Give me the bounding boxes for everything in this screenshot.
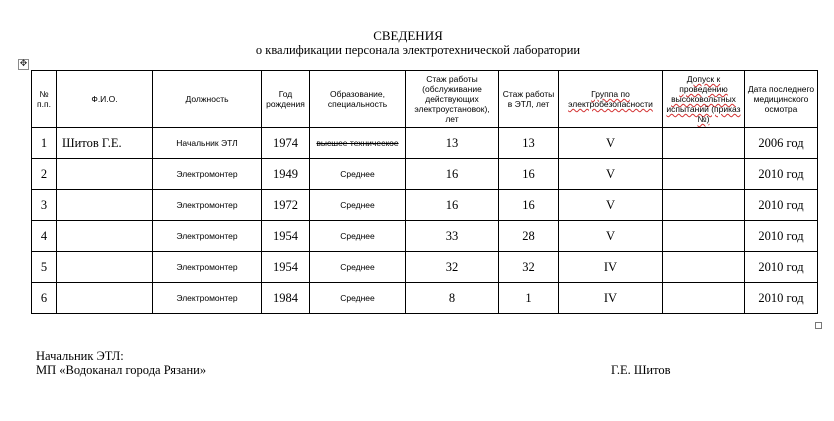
table-row <box>32 283 818 314</box>
header-experience-total: Стаж работы (обслуживание действующих электроустановок), лет <box>406 71 499 128</box>
cell-education <box>310 128 406 159</box>
cell-medical: 2010 год <box>745 190 818 221</box>
cell-experience-lab: 32 <box>499 252 559 283</box>
header-row <box>32 71 818 128</box>
cell-number: 1 <box>32 128 57 159</box>
cell-admission <box>663 221 745 252</box>
footer-signature-name: Г.Е. Шитов <box>611 363 671 377</box>
cell-medical: 2010 год <box>745 221 818 252</box>
cell-number: 2 <box>32 159 57 190</box>
cell-position: Электромонтер <box>153 252 262 283</box>
header-safety-group-text: Группа по электробезопасности <box>568 89 653 109</box>
document-subtitle: о квалификации персонала электротехнической лаборатории <box>255 43 581 57</box>
header-experience-lab: Стаж работы в ЭТЛ, лет <box>499 71 559 128</box>
cell-name <box>57 283 153 314</box>
cell-medical: 2010 год <box>745 283 818 314</box>
header-education: Образование, специальность <box>310 71 406 128</box>
table-row <box>32 221 818 252</box>
cell-experience-total: 16 <box>406 159 499 190</box>
cell-experience-total: 32 <box>406 252 499 283</box>
cell-experience-total: 8 <box>406 283 499 314</box>
cell-experience-lab: 16 <box>499 159 559 190</box>
cell-number: 5 <box>32 252 57 283</box>
cell-admission <box>663 128 745 159</box>
cell-name <box>57 159 153 190</box>
cell-medical: 2006 год <box>745 128 818 159</box>
table-row <box>32 252 818 283</box>
table-move-handle-icon[interactable]: ✥ <box>19 59 28 69</box>
cell-name <box>57 190 153 221</box>
cell-safety-group: V <box>559 128 663 159</box>
cell-experience-lab: 13 <box>499 128 559 159</box>
cell-name: Шитов Г.Е. <box>57 128 153 159</box>
cell-birth-year: 1949 <box>262 159 310 190</box>
cell-birth-year: 1974 <box>262 128 310 159</box>
table-row <box>32 190 818 221</box>
cell-medical: 2010 год <box>745 159 818 190</box>
cell-safety-group: V <box>559 221 663 252</box>
cell-number: 3 <box>32 190 57 221</box>
cell-education: Среднее <box>310 221 406 252</box>
cell-birth-year: 1954 <box>262 252 310 283</box>
document-title: СВЕДЕНИЯ <box>373 28 443 43</box>
cell-education-text: высшее техническое <box>316 138 399 148</box>
header-admission <box>663 71 745 128</box>
cell-experience-lab: 16 <box>499 190 559 221</box>
header-safety-group <box>559 71 663 128</box>
header-birth-year: Год рождения <box>262 71 310 128</box>
header-admission-text: Допуск к проведению высоковольтных испытаний (приказ №) <box>666 74 741 124</box>
header-position: Должность <box>153 71 262 128</box>
cell-safety-group: V <box>559 159 663 190</box>
cell-experience-lab: 1 <box>499 283 559 314</box>
cell-admission <box>663 252 745 283</box>
table-resize-handle[interactable] <box>815 322 822 329</box>
cell-experience-total: 16 <box>406 190 499 221</box>
table-row <box>32 159 818 190</box>
cell-safety-group: IV <box>559 283 663 314</box>
cell-education: Среднее <box>310 159 406 190</box>
cell-admission <box>663 283 745 314</box>
footer-organization: МП «Водоканал города Рязани» <box>36 363 207 377</box>
header-name: Ф.И.О. <box>57 71 153 128</box>
cell-birth-year: 1954 <box>262 221 310 252</box>
cell-birth-year: 1972 <box>262 190 310 221</box>
cell-name <box>57 252 153 283</box>
cell-experience-total: 33 <box>406 221 499 252</box>
cell-number: 4 <box>32 221 57 252</box>
cell-birth-year: 1984 <box>262 283 310 314</box>
cell-position: Электромонтер <box>153 190 262 221</box>
cell-experience-total: 13 <box>406 128 499 159</box>
cell-safety-group: V <box>559 190 663 221</box>
table-row <box>32 128 818 159</box>
qualification-table <box>31 70 818 314</box>
cell-number: 6 <box>32 283 57 314</box>
cell-safety-group: IV <box>559 252 663 283</box>
cell-education: Среднее <box>310 252 406 283</box>
cell-medical: 2010 год <box>745 252 818 283</box>
header-number: № п.п. <box>32 71 57 128</box>
cell-admission <box>663 159 745 190</box>
cell-position: Электромонтер <box>153 159 262 190</box>
cell-position: Начальник ЭТЛ <box>153 128 262 159</box>
cell-experience-lab: 28 <box>499 221 559 252</box>
cell-education: Среднее <box>310 190 406 221</box>
footer-role-label: Начальник ЭТЛ: <box>36 349 124 363</box>
document-header <box>0 28 834 58</box>
cell-position: Электромонтер <box>153 221 262 252</box>
cell-position: Электромонтер <box>153 283 262 314</box>
cell-admission <box>663 190 745 221</box>
cell-education: Среднее <box>310 283 406 314</box>
header-medical: Дата последнего медицинского осмотра <box>745 71 818 128</box>
cell-name <box>57 221 153 252</box>
